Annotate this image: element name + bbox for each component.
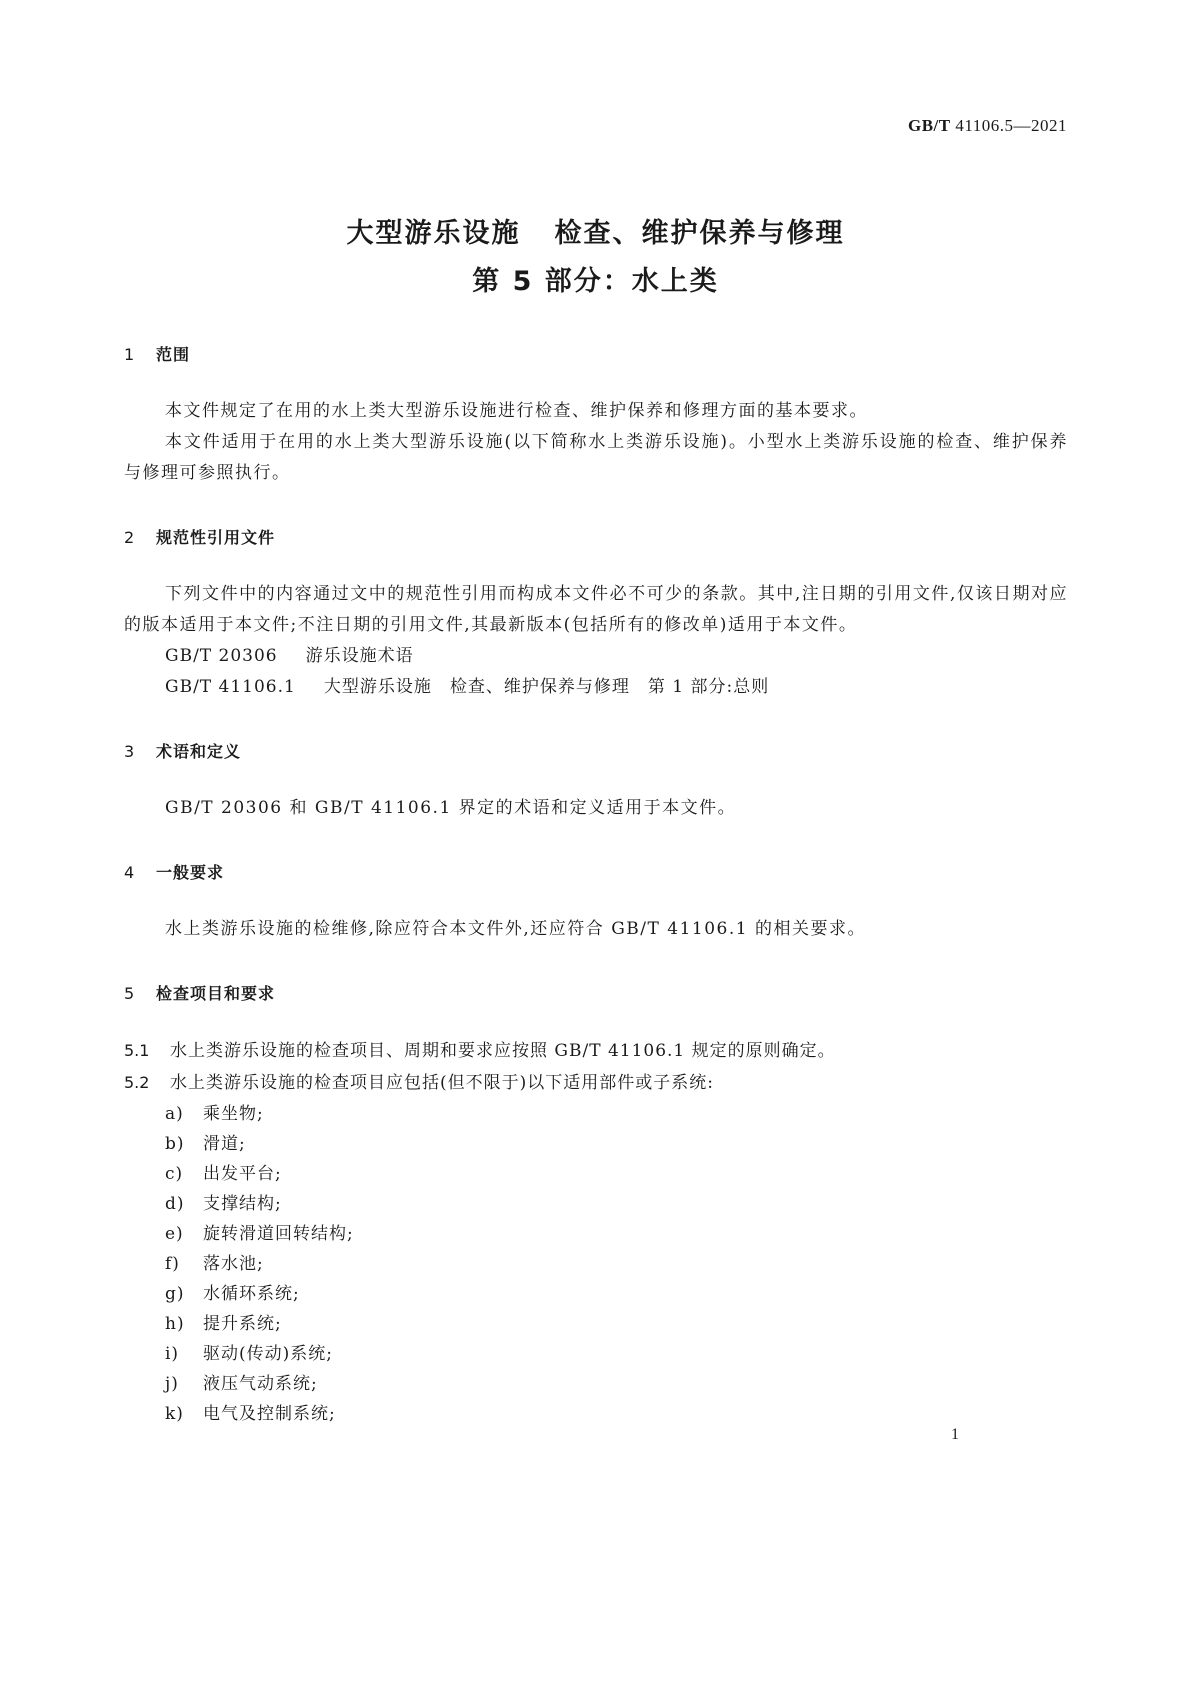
section-number: 3 (124, 742, 136, 761)
list-text: 乘坐物; (203, 1104, 264, 1124)
section-title: 规范性引用文件 (156, 528, 276, 547)
section-title: 一般要求 (156, 863, 225, 882)
list-item (124, 1309, 1068, 1339)
list-label: e) (165, 1224, 184, 1244)
list-item (124, 1219, 1068, 1249)
paragraph: 本文件规定了在用的水上类大型游乐设施进行检查、维护保养和修理方面的基本要求。 (165, 401, 868, 421)
document-title (0, 210, 1191, 306)
list-text: 落水池; (203, 1254, 264, 1274)
list-text: 水循环系统; (203, 1284, 300, 1304)
paragraph: 水上类游乐设施的检维修,除应符合本文件外,还应符合 GB/T 41106.1 的相关要求。 (165, 919, 866, 939)
list-label: k) (165, 1404, 184, 1424)
title-main: 大型游乐设施 (346, 218, 521, 249)
reference-entry (124, 672, 1068, 703)
standard-number (908, 116, 1067, 136)
list-item (124, 1249, 1068, 1279)
standard-prefix: GB/T (908, 116, 951, 135)
section-heading (124, 858, 1068, 888)
list-label: h) (165, 1314, 185, 1334)
list-text: 支撑结构; (203, 1194, 282, 1214)
paragraph: GB/T 20306 和 GB/T 41106.1 界定的术语和定义适用于本文件。 (165, 798, 737, 818)
list-text: 旋转滑道回转结构; (203, 1224, 354, 1244)
clause (124, 1035, 1068, 1067)
list-item (124, 1279, 1068, 1309)
clause-number: 5.2 (124, 1073, 150, 1092)
list-text: 滑道; (203, 1134, 246, 1154)
section-title: 术语和定义 (156, 742, 242, 761)
section-number: 5 (124, 984, 136, 1003)
list-label: j) (165, 1374, 179, 1394)
document-body (124, 340, 1068, 1429)
page-number: 1 (951, 1426, 959, 1443)
clause (124, 1067, 1068, 1099)
list-item (124, 1159, 1068, 1189)
list-label: a) (165, 1104, 184, 1124)
list-item (124, 1099, 1068, 1129)
subsystem-list (124, 1099, 1068, 1429)
section-heading (124, 340, 1068, 370)
section-heading (124, 523, 1068, 553)
reference-code: GB/T 20306 (165, 646, 278, 666)
section-number: 2 (124, 528, 136, 547)
reference-entry (124, 641, 1068, 672)
section-title: 检查项目和要求 (156, 984, 276, 1003)
list-text: 驱动(传动)系统; (203, 1344, 333, 1364)
clause-text: 水上类游乐设施的检查项目、周期和要求应按照 GB/T 41106.1 规定的原则确定。 (170, 1041, 836, 1061)
paragraph: 本文件适用于在用的水上类大型游乐设施(以下简称水上类游乐设施)。小型水上类游乐设施的检查、维护保养与修理可参照执行。 (124, 432, 1068, 483)
section-number: 4 (124, 863, 136, 882)
list-text: 液压气动系统; (203, 1374, 318, 1394)
list-label: c) (165, 1164, 184, 1184)
reference-title: 大型游乐设施 检查、维护保养与修理 第 1 部分:总则 (323, 677, 770, 697)
title-line-2: 第 5 部分：水上类 (472, 266, 719, 297)
title-line-1 (0, 210, 1191, 258)
reference-code: GB/T 41106.1 (165, 677, 296, 697)
section-heading (124, 979, 1068, 1009)
section-title: 范围 (156, 345, 191, 364)
list-label: f) (165, 1254, 180, 1274)
list-text: 出发平台; (203, 1164, 282, 1184)
standard-code: 41106.5—2021 (955, 116, 1067, 135)
title-sub: 检查、维护保养与修理 (554, 218, 845, 249)
reference-title: 游乐设施术语 (305, 646, 414, 666)
clause-number: 5.1 (124, 1041, 150, 1060)
list-item (124, 1399, 1068, 1429)
section-number: 1 (124, 345, 136, 364)
list-item (124, 1369, 1068, 1399)
list-item (124, 1129, 1068, 1159)
list-label: d) (165, 1194, 185, 1214)
section-heading (124, 737, 1068, 767)
clause-text: 水上类游乐设施的检查项目应包括(但不限于)以下适用部件或子系统: (170, 1073, 714, 1093)
list-item (124, 1189, 1068, 1219)
list-label: i) (165, 1344, 180, 1364)
list-item (124, 1339, 1068, 1369)
list-text: 电气及控制系统; (203, 1404, 336, 1424)
paragraph: 下列文件中的内容通过文中的规范性引用而构成本文件必不可少的条款。其中,注日期的引用文件,仅该日期对应的版本适用于本文件;不注日期的引用文件,其最新版本(包括所有的修改单)适用于本文件。 (124, 584, 1068, 635)
list-text: 提升系统; (203, 1314, 282, 1334)
list-label: b) (165, 1134, 185, 1154)
list-label: g) (165, 1284, 185, 1304)
